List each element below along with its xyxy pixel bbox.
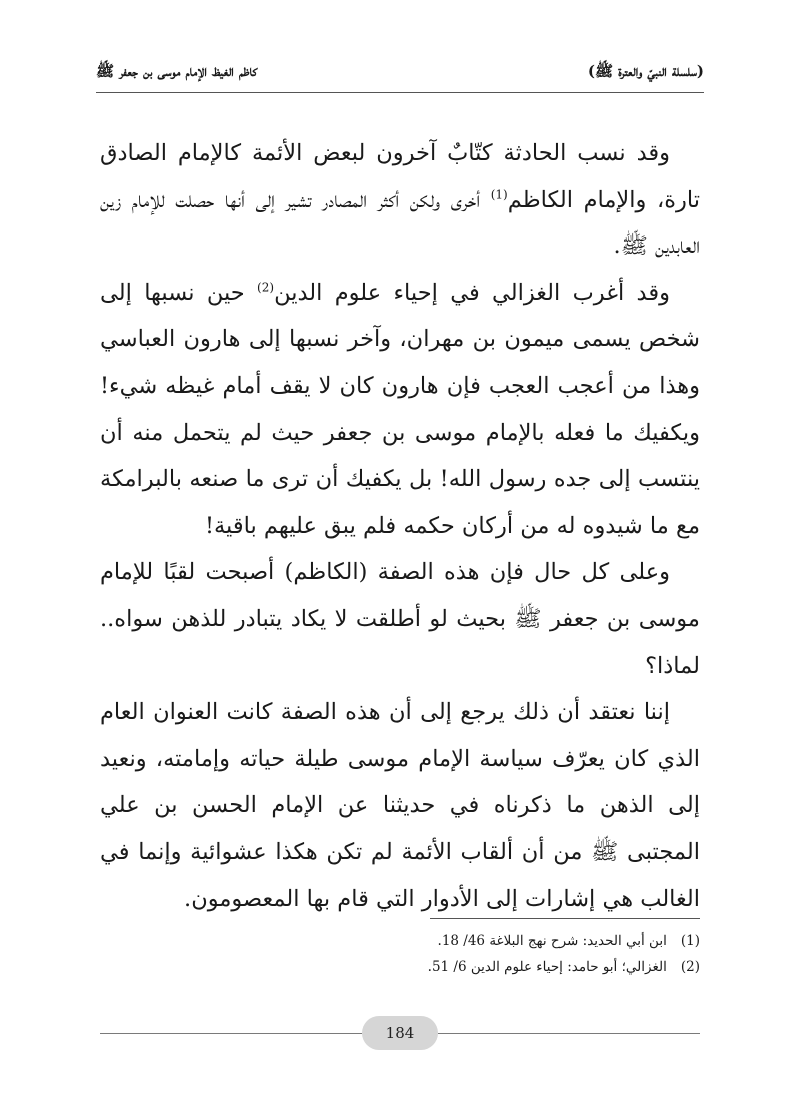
page-number-rule-left xyxy=(100,1033,362,1034)
paragraph-2-part-a: وقد أغرب الغزالي في إحياء علوم الدين xyxy=(274,279,670,306)
paragraph-1 xyxy=(100,130,700,270)
footnote-text: الغزالي؛ أبو حامد: إحياء علوم الدين 6/ 51. xyxy=(427,959,667,975)
paragraph-1-part-b: أخرى ولكن أكثر المصادر تشير إلى أنها حصلت للإمام زين العابدين ﷺ. xyxy=(100,186,700,260)
footnote-number: (2) xyxy=(680,959,700,975)
footnotes xyxy=(100,928,700,980)
footnote-number: (1) xyxy=(680,933,700,949)
page-number-rule-right xyxy=(438,1033,700,1034)
paragraph-2 xyxy=(100,270,700,550)
paragraph-3: وعلى كل حال فإن هذه الصفة (الكاظم) أصبحت لقبًا للإمام موسى بن جعفر ﷺ بحيث لو أطلقت لا يكاد يتبادر للذهن سواه.. لماذا؟ xyxy=(100,559,700,679)
running-header xyxy=(96,58,704,88)
footnote-divider xyxy=(430,918,700,919)
main-text xyxy=(100,130,700,922)
header-divider xyxy=(96,92,704,93)
footnote-2 xyxy=(100,954,700,980)
paragraph-2-part-b: حين نسبها إلى شخص يسمى ميمون بن مهران، وآخر نسبها إلى هارون العباسي وهذا من أعجب العجب فإن هارون كان لا يقف أمام غيظه شيء! ويكفيك ما فعله بالإمام موسى بن جعفر حيث لم يتحمل منه أن ينتسب إلى جده رسول الله! بل يكفيك أن ترى ما صنعه بالبرامكة مع ما شيدوه له من أركان حكمه فلم يبق عليهم باقية! xyxy=(100,279,700,539)
series-title: (سلسلة النبيّ والعترة ﷺ) xyxy=(587,62,704,80)
footnote-text: ابن أبي الحديد: شرح نهج البلاغة 46/ 18. xyxy=(437,933,667,949)
book-title: كاظم الغيظ الإمام موسى بن جعفر ﷺ xyxy=(96,62,258,80)
footnote-ref-2: (2) xyxy=(257,280,275,295)
paragraph-4: إننا نعتقد أن ذلك يرجع إلى أن هذه الصفة كانت العنوان العام الذي كان يعرّف سياسة الإمام موسى طيلة حياته وإمامته، ونعيد إلى الذهن ما ذكرناه في حديثنا عن الإمام الحسن بن علي المجتبى ﷺ من أن ألقاب الأئمة لم تكن هكذا عشوائية وإنما في الغالب هي إشارات إلى الأدوار التي قام بها المعصومون. xyxy=(100,699,700,912)
paragraph-1-part-a: وقد نسب الحادثة كتّابٌ آخرون لبعض الأئمة كالإمام الصادق تارة، والإمام الكاظم xyxy=(100,140,700,213)
footnote-ref-1: (1) xyxy=(490,187,508,202)
footnote-1 xyxy=(100,928,700,954)
page-number: 184 xyxy=(362,1016,438,1050)
